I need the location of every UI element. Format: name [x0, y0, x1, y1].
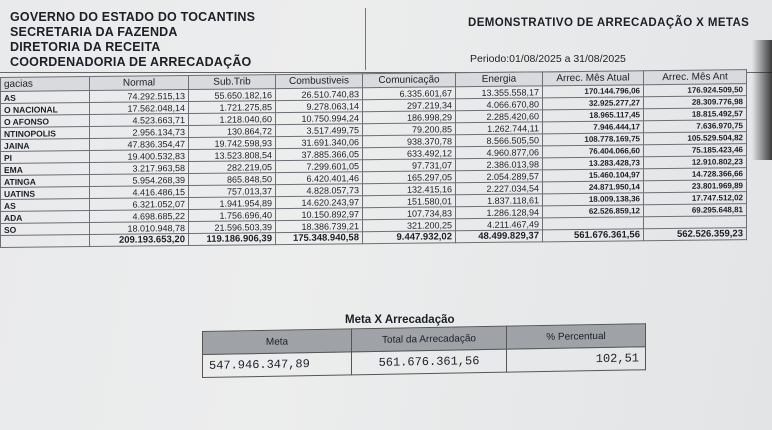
value-cell: 17.747.512,02 — [644, 192, 747, 205]
value-cell: 2.285.420,60 — [456, 110, 543, 123]
total-value-cell: 119.186.906,39 — [189, 233, 276, 246]
agency-name-cell: EMA — [1, 163, 90, 176]
value-cell — [644, 216, 747, 229]
col-header-comunicacao: Comunicação — [363, 73, 456, 88]
value-cell: 5.954.268,39 — [90, 174, 189, 187]
agency-name-cell: O AFONSO — [1, 115, 90, 128]
total-value-cell: 9.447.932,02 — [363, 231, 456, 244]
value-cell: 4.828.057,73 — [276, 184, 363, 197]
value-cell: 10.750.994,24 — [276, 112, 363, 125]
value-cell: 757.013,37 — [189, 185, 276, 198]
value-cell: 1.941.954,89 — [189, 197, 276, 210]
value-cell: 18.009.138,36 — [543, 193, 644, 206]
agency-name-cell: UATINS — [1, 187, 90, 200]
meta-header-meta: Meta — [203, 329, 352, 355]
arrecadacao-table — [0, 69, 747, 248]
col-header-energia: Energia — [456, 72, 543, 87]
value-cell: 108.778.169,75 — [543, 133, 644, 146]
total-value-cell: 175.348.940,58 — [276, 232, 363, 245]
value-cell: 865.848,50 — [189, 173, 276, 186]
value-cell: 21.596.503,39 — [189, 221, 276, 234]
value-cell: 170.144.796,06 — [543, 85, 644, 98]
value-cell: 23.801.969,89 — [644, 180, 747, 193]
value-cell: 97.731,07 — [363, 159, 456, 172]
value-cell — [543, 217, 644, 230]
report-title: DEMONSTRATIVO DE ARRECADAÇÃO X METAS — [468, 17, 750, 29]
value-cell: 4.960.877,06 — [456, 146, 543, 159]
value-cell: 2.054.289,57 — [456, 170, 543, 183]
col-header-normal: Normal — [90, 76, 189, 91]
value-cell: 7.299.601,05 — [276, 160, 363, 173]
value-cell: 3.517.499,75 — [276, 124, 363, 137]
value-cell: 938.370,78 — [363, 135, 456, 148]
total-value-cell: 48.499.829,37 — [456, 230, 543, 243]
value-cell: 1.756.696,40 — [189, 209, 276, 222]
value-cell: 13.523.808,54 — [189, 149, 276, 162]
table-body — [1, 84, 747, 248]
value-cell: 9.278.063,14 — [276, 100, 363, 113]
meta-header-total: Total da Arrecadação — [352, 326, 507, 352]
org-line-4: COORDENADORIA DE ARRECADAÇÃO — [10, 55, 252, 69]
agency-name-cell: AS — [1, 91, 90, 104]
value-cell: 24.871.950,14 — [543, 181, 644, 194]
report-period: Periodo:01/08/2025 a 31/08/2025 — [470, 53, 626, 65]
total-value-cell: 209.193.653,20 — [90, 234, 189, 247]
value-cell: 8.566.505,50 — [456, 134, 543, 147]
value-cell: 14.728.366,66 — [644, 168, 747, 181]
meta-title: Meta X Arrecadação — [345, 314, 455, 326]
value-cell: 18.965.117,45 — [543, 109, 644, 122]
value-cell: 151.580,01 — [363, 195, 456, 208]
value-cell: 3.217.963,58 — [90, 162, 189, 175]
value-cell: 2.956.134,73 — [90, 126, 189, 139]
value-cell: 297.219,34 — [363, 99, 456, 112]
total-label-cell — [1, 235, 90, 248]
meta-header-percentual: % Percentual — [507, 324, 646, 349]
value-cell: 176.924.509,50 — [644, 84, 747, 97]
value-cell: 1.262.744,11 — [456, 122, 543, 135]
value-cell: 2.227.034,54 — [456, 182, 543, 195]
value-cell: 107.734,83 — [363, 207, 456, 220]
value-cell: 32.925.277,27 — [543, 97, 644, 110]
value-cell: 55.650.182,16 — [189, 89, 276, 102]
value-cell: 19.400.532,83 — [90, 150, 189, 163]
value-cell: 75.185.423,46 — [644, 144, 747, 157]
agency-name-cell: JAINA — [1, 139, 90, 152]
org-header — [10, 10, 255, 70]
total-value-cell: 561.676.361,56 — [543, 229, 644, 242]
value-cell: 13.283.428,73 — [543, 157, 644, 170]
value-cell: 14.620.243,97 — [276, 196, 363, 209]
value-cell: 4.523.663,71 — [90, 114, 189, 127]
value-cell: 165.297,05 — [363, 171, 456, 184]
value-cell: 19.742.598,93 — [189, 137, 276, 150]
value-cell: 1.837.118,61 — [456, 194, 543, 207]
value-cell: 31.691.340,06 — [276, 136, 363, 149]
value-cell: 321.200,25 — [363, 219, 456, 232]
value-cell: 47.836.354,47 — [90, 138, 189, 151]
value-cell: 26.510.740,83 — [276, 88, 363, 101]
value-cell: 62.526.859,12 — [543, 205, 644, 218]
value-cell: 69.295.648,81 — [644, 204, 747, 217]
value-cell: 130.864,72 — [189, 125, 276, 138]
value-cell: 186.998,29 — [363, 111, 456, 124]
value-cell: 28.309.776,98 — [644, 96, 747, 109]
total-arrecadacao-value: 561.676.361,56 — [352, 349, 507, 375]
col-header-arrec-mes-atual: Arrec. Mês Atual — [543, 71, 644, 86]
value-cell: 12.910.802,23 — [644, 156, 747, 169]
value-cell: 1.218.040,60 — [189, 113, 276, 126]
value-cell: 2.386.013,98 — [456, 158, 543, 171]
value-cell: 74.292.515,13 — [90, 90, 189, 103]
value-cell: 132.415,16 — [363, 183, 456, 196]
value-cell: 4.066.670,80 — [456, 98, 543, 111]
value-cell: 17.562.048,14 — [90, 102, 189, 115]
value-cell: 4.698.685,22 — [90, 210, 189, 223]
value-cell: 105.529.504,82 — [644, 132, 747, 145]
value-cell: 76.404.066,60 — [543, 145, 644, 158]
value-cell: 633.492,12 — [363, 147, 456, 160]
value-cell: 10.150.892,97 — [276, 208, 363, 221]
agency-name-cell: O NACIONAL — [1, 103, 90, 116]
value-cell: 4.416.486,15 — [90, 186, 189, 199]
percentual-value: 102,51 — [507, 347, 646, 372]
col-header-subtrib: Sub.Trib — [189, 75, 276, 90]
value-cell: 18.815.492,57 — [644, 108, 747, 121]
agency-name-cell: SO — [1, 223, 90, 236]
value-cell: 15.460.104,97 — [543, 169, 644, 182]
org-line-3: DIRETORIA DA RECEITA — [10, 40, 161, 54]
value-cell: 79.200,85 — [363, 123, 456, 136]
agency-name-cell: AS — [1, 199, 90, 212]
agency-name-cell: ATINGA — [1, 175, 90, 188]
value-cell: 7.636.970,75 — [644, 120, 747, 133]
photo-edge-shadow — [752, 40, 772, 160]
value-cell: 282.219,05 — [189, 161, 276, 174]
agency-name-cell: NTINOPOLIS — [1, 127, 90, 140]
value-cell: 4.211.467,49 — [456, 218, 543, 231]
value-cell: 6.420.401,46 — [276, 172, 363, 185]
agency-name-cell: ADA — [1, 211, 90, 224]
org-line-1: GOVERNO DO ESTADO DO TOCANTINS — [10, 10, 256, 24]
value-cell: 7.946.444,17 — [543, 121, 644, 134]
col-header-agencias: gacias — [1, 77, 90, 92]
value-cell: 18.010.948,78 — [90, 222, 189, 235]
total-value-cell: 562.526.359,23 — [644, 228, 747, 241]
org-line-2: SECRETARIA DA FAZENDA — [10, 25, 178, 39]
agency-name-cell: PI — [1, 151, 90, 164]
value-cell: 1.721.275,85 — [189, 101, 276, 114]
value-cell: 37.885.366,05 — [276, 148, 363, 161]
meta-value: 547.946.347,89 — [203, 352, 352, 378]
value-cell: 18.386.739,21 — [276, 220, 363, 233]
value-cell: 6.321.052,07 — [90, 198, 189, 211]
col-header-combustiveis: Combustiveis — [276, 74, 363, 89]
value-cell: 13.355.558,17 — [456, 86, 543, 99]
meta-table — [202, 323, 646, 378]
value-cell: 6.335.601,67 — [363, 87, 456, 100]
value-cell: 1.286.128,94 — [456, 206, 543, 219]
col-header-arrec-mes-ant: Arrec. Mês Ant — [644, 70, 747, 85]
